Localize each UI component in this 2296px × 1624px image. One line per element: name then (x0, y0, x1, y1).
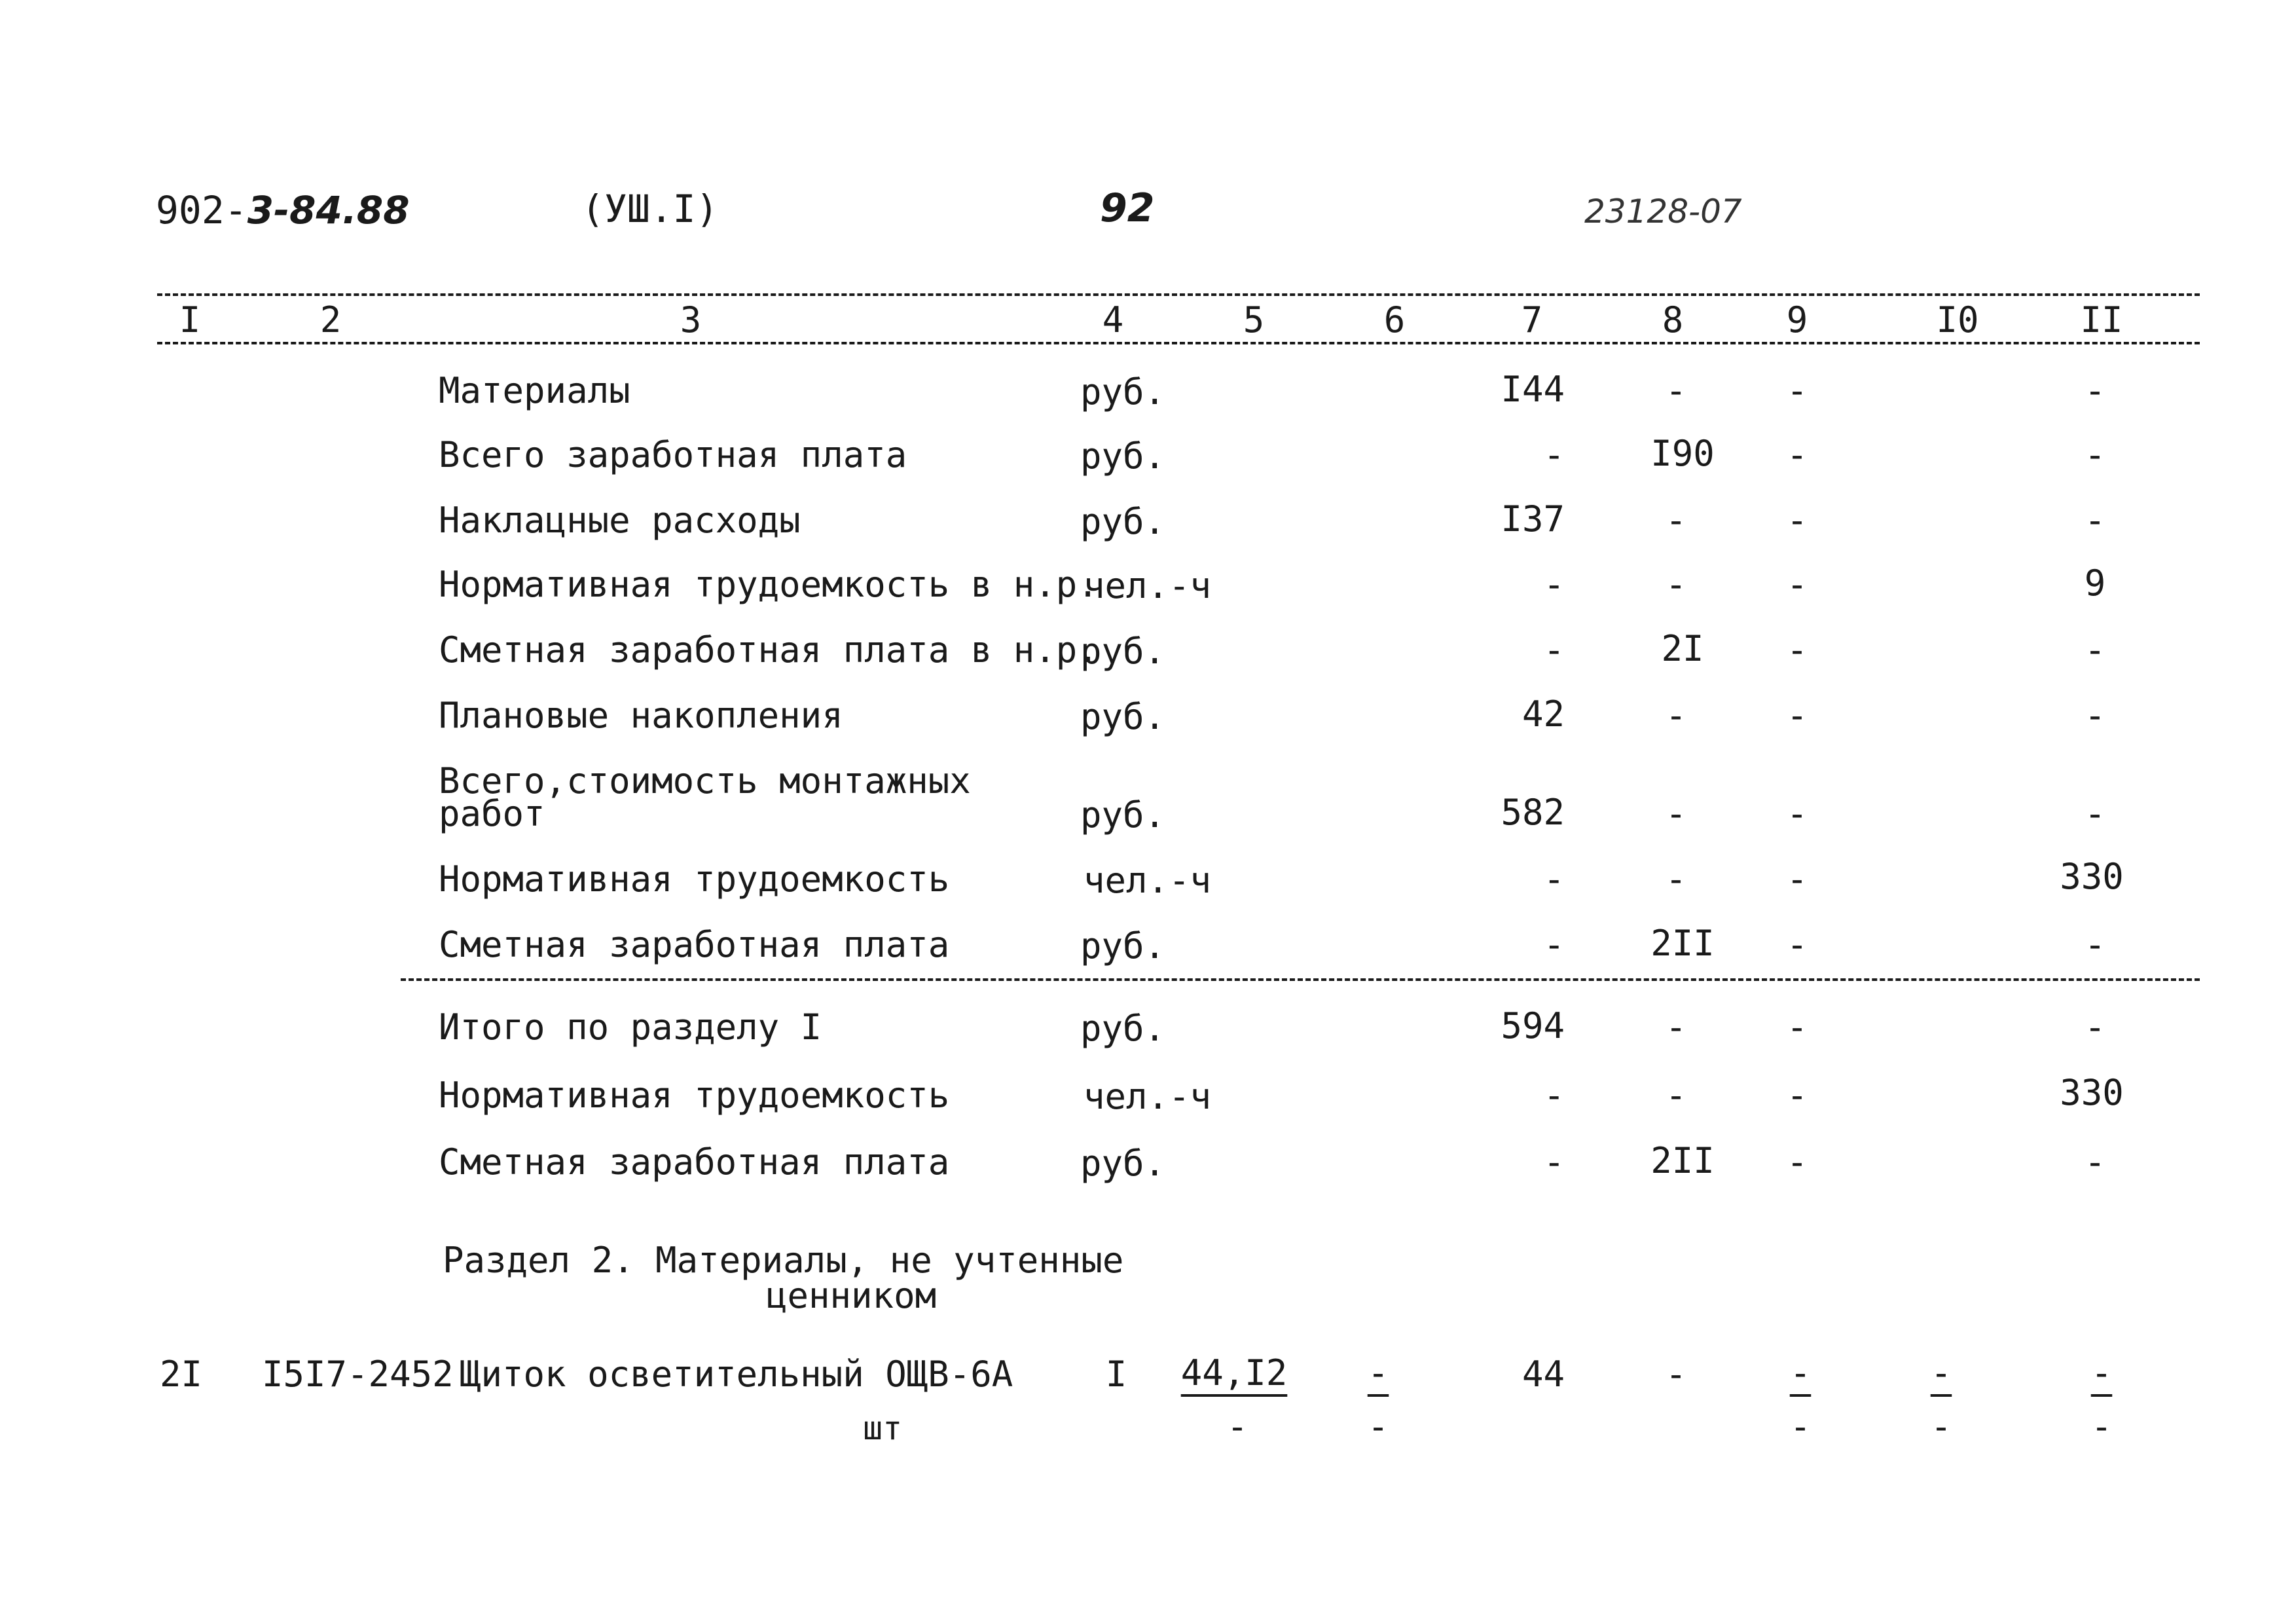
row-label: Всего заработная плата (439, 434, 907, 475)
item-name: Щиток осветительный ОЩВ-6А (460, 1354, 1013, 1395)
row-col9: - (1786, 1141, 1808, 1183)
row-col7: 594 (1501, 1005, 1565, 1046)
row-col9: - (1786, 1075, 1808, 1116)
document-code-prefix: 902- (156, 188, 247, 232)
row-col7: I37 (1501, 498, 1565, 540)
row-label: Плановые накопления (439, 695, 843, 736)
row-unit: руб. (1080, 925, 1166, 967)
row-col11: - (2084, 924, 2106, 965)
document-code (156, 188, 410, 232)
row-col8: 2II (1650, 923, 1715, 964)
archive-number: 23128-07 (1584, 193, 1742, 231)
row-unit: чел.-ч (1084, 565, 1212, 606)
col-header-7: 7 (1521, 299, 1543, 341)
item-col5-bottom: - (1226, 1406, 1248, 1447)
col-header-4: 4 (1102, 299, 1124, 341)
row-col9: - (1786, 434, 1808, 475)
row-col9: - (1786, 793, 1808, 834)
row-col11: - (2084, 629, 2106, 671)
row-col8: - (1665, 564, 1687, 605)
row-col9: - (1786, 924, 1808, 965)
row-label: Сметная заработная плата (439, 924, 950, 965)
item-quantity: I (1105, 1354, 1127, 1395)
row-col7: - (1543, 434, 1565, 475)
item-col6-bottom: - (1367, 1406, 1389, 1447)
col-header-9: 9 (1786, 299, 1808, 341)
row-col7: 582 (1501, 792, 1565, 833)
item-col10-bottom: - (1930, 1406, 1952, 1447)
section-reference: (УШ.I) (581, 187, 719, 231)
row-col11: - (2084, 370, 2106, 411)
row-col8: - (1665, 793, 1687, 834)
row-col7: - (1543, 1075, 1565, 1116)
row-col9: - (1786, 370, 1808, 411)
section-2-title-line1: Раздел 2. Материалы, не учтенные (443, 1240, 1124, 1281)
row-col7: - (1543, 629, 1565, 671)
row-label-line1: Всего,стоимость монтажных (439, 760, 971, 802)
item-col11-bottom: - (2090, 1406, 2113, 1447)
row-col8: 2II (1650, 1140, 1715, 1181)
item-col9-bottom: - (1789, 1406, 1812, 1447)
row-label: Материалы (439, 370, 630, 411)
row-col11: 9 (2084, 563, 2106, 604)
item-col6-top: - (1367, 1352, 1389, 1393)
row-col7: - (1543, 564, 1565, 605)
row-label: Сметная заработная плата (439, 1141, 950, 1183)
row-col9: - (1786, 1006, 1808, 1048)
col-header-2: 2 (319, 299, 342, 341)
col-header-6: 6 (1383, 299, 1406, 341)
row-col11: - (2084, 1141, 2106, 1183)
item-unit: шт (863, 1409, 903, 1447)
item-col5-unit-price: 44,I2 (1180, 1352, 1288, 1393)
row-unit: руб. (1080, 631, 1166, 672)
row-col11: - (2084, 500, 2106, 541)
document-code-handwritten: 3-84.88 (247, 188, 410, 232)
page-number: 92 (1100, 185, 1155, 231)
row-col7: 42 (1522, 693, 1565, 735)
item-col11-top: - (2090, 1352, 2113, 1393)
row-col8: - (1665, 1075, 1687, 1116)
col-header-8: 8 (1662, 299, 1684, 341)
row-unit: руб. (1080, 1143, 1166, 1184)
item-col8: - (1665, 1354, 1687, 1395)
totals-separator-rule (401, 978, 2200, 981)
row-col8: - (1665, 370, 1687, 411)
row-col9: - (1786, 695, 1808, 736)
row-unit: чел.-ч (1084, 1076, 1212, 1117)
row-col11: - (2084, 434, 2106, 475)
row-label: Нормативная трудоемкость (439, 1075, 950, 1116)
col-header-10: I0 (1936, 299, 1979, 341)
header-top-rule (157, 293, 2200, 296)
row-col9: - (1786, 858, 1808, 900)
row-col11: 330 (2060, 856, 2124, 897)
header-bottom-rule (157, 342, 2200, 344)
row-col8: - (1665, 500, 1687, 541)
row-unit: руб. (1080, 371, 1166, 413)
row-label: Нормативная трудоемкость (439, 858, 950, 900)
col-header-11: II (2080, 299, 2123, 341)
row-col11: - (2084, 1006, 2106, 1048)
col-header-1: I (179, 299, 201, 341)
row-col7: I44 (1501, 369, 1565, 410)
row-label: Итого по разделу I (439, 1006, 822, 1048)
row-col8: - (1665, 858, 1687, 900)
row-col8: - (1665, 1006, 1687, 1048)
row-col9: - (1786, 629, 1808, 671)
row-col7: - (1543, 924, 1565, 965)
row-unit: чел.-ч (1084, 860, 1212, 901)
col-header-5: 5 (1243, 299, 1265, 341)
row-col7: - (1543, 858, 1565, 900)
item-col10-top: - (1930, 1352, 1952, 1393)
row-label-line2: работ (439, 793, 545, 834)
row-col7: - (1543, 1141, 1565, 1183)
row-unit: руб. (1080, 1008, 1166, 1049)
item-col9-top: - (1789, 1352, 1812, 1393)
row-unit: руб. (1080, 501, 1166, 542)
row-col9: - (1786, 564, 1808, 605)
row-label: Сметная заработная плата в н.р. (439, 629, 1099, 671)
row-unit: руб. (1080, 696, 1166, 737)
row-col11: - (2084, 695, 2106, 736)
item-col7: 44 (1522, 1354, 1565, 1395)
row-col8: - (1665, 695, 1687, 736)
row-col11: 330 (2060, 1072, 2124, 1113)
row-label: Наклацные расходы (439, 500, 801, 541)
row-label: Нормативная трудоемкость в н.р. (439, 564, 1099, 605)
row-unit: руб. (1080, 794, 1166, 836)
item-number: 2I (160, 1354, 203, 1395)
item-code: I5I7-2452 (262, 1354, 454, 1395)
row-col11: - (2084, 793, 2106, 834)
row-col9: - (1786, 500, 1808, 541)
row-unit: руб. (1080, 435, 1166, 477)
col-header-3: 3 (680, 299, 702, 341)
row-col8: I90 (1650, 433, 1715, 474)
row-col8: 2I (1661, 628, 1704, 669)
section-2-title-line2: ценником (766, 1275, 937, 1316)
